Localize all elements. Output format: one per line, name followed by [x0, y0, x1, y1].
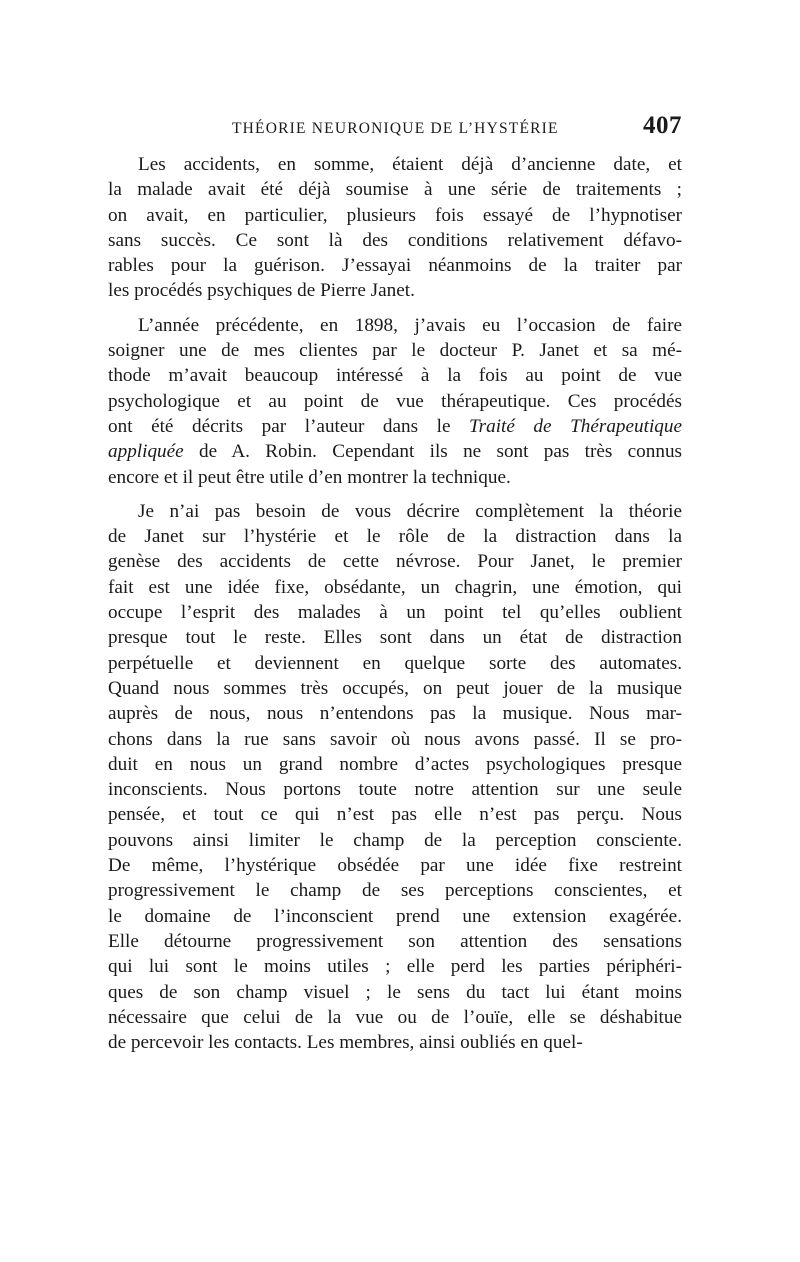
paragraph: [108, 313, 682, 490]
text-line: nécessaire que celui de la vue ou de l’ouïe, elle se déshabitue: [108, 1006, 682, 1028]
text-line: L’année précédente, en 1898, j’avais eu l’occasion de faire: [138, 314, 682, 336]
text-line: perpétuelle et deviennent en quelque sorte des automates.: [108, 652, 682, 674]
text-line: auprès de nous, nous n’entendons pas la musique. Nous mar-: [108, 703, 682, 725]
page-number: 407: [643, 112, 682, 139]
text-line: pouvons ainsi limiter le champ de la perception consciente.: [108, 829, 682, 851]
text-line: Elle détourne progressivement son attention des sensations: [108, 930, 682, 952]
text-line: de percevoir les contacts. Les membres, ainsi oubliés en quel-: [108, 1032, 583, 1054]
text-line: appliquée de A. Robin. Cependant ils ne sont pas très connus: [108, 441, 682, 463]
text-line: Quand nous sommes très occupés, on peut jouer de la musique: [108, 677, 682, 699]
text-line: soigner une de mes clientes par le docteur P. Janet et sa mé-: [108, 340, 682, 362]
text-line: Les accidents, en somme, étaient déjà d’ancienne date, et: [138, 154, 682, 175]
text-line: la malade avait été déjà soumise à une série de traitements ;: [108, 179, 682, 201]
text-line: qui lui sont le moins utiles ; elle perd les parties périphéri-: [108, 956, 682, 978]
running-title: THÉORIE NEURONIQUE DE L’HYSTÉRIE: [232, 120, 559, 137]
paragraph: [108, 499, 682, 1056]
text-line: psychologique et au point de vue thérapeutique. Ces procédés: [108, 390, 682, 412]
text-line: progressivement le champ de ses perceptions conscientes, et: [108, 880, 682, 902]
text-line: sans succès. Ce sont là des conditions relativement défavo-: [108, 229, 682, 251]
text-line: occupe l’esprit des malades à un point tel qu’elles oublient: [108, 602, 682, 624]
text-line: les procédés psychiques de Pierre Janet.: [108, 280, 415, 302]
text-line: encore et il peut être utile d’en montrer la technique.: [108, 466, 511, 488]
text-line: De même, l’hystérique obsédée par une idée fixe restreint: [108, 855, 682, 877]
text-line: presque tout le reste. Elles sont dans un état de distraction: [108, 627, 682, 649]
text-line: ont été décrits par l’auteur dans le Traité de Thérapeutique: [108, 415, 682, 437]
running-head: [108, 112, 682, 146]
text-line: Je n’ai pas besoin de vous décrire complètement la théorie: [138, 500, 682, 522]
text-line: thode m’avait beaucoup intéressé à la fois au point de vue: [108, 365, 682, 387]
body-text: [108, 152, 682, 1055]
text-line: on avait, en particulier, plusieurs fois essayé de l’hypnotiser: [108, 204, 682, 226]
paragraph: [108, 152, 682, 304]
text-line: chons dans la rue sans savoir où nous avons passé. Il se pro-: [108, 728, 682, 750]
text-line: le domaine de l’inconscient prend une extension exagérée.: [108, 905, 682, 927]
text-line: fait est une idée fixe, obsédante, un chagrin, une émotion, qui: [108, 576, 682, 598]
text-line: de Janet sur l’hystérie et le rôle de la distraction dans la: [108, 526, 682, 548]
text-line: duit en nous un grand nombre d’actes psychologiques presque: [108, 753, 682, 775]
text-line: inconscients. Nous portons toute notre attention sur une seule: [108, 779, 682, 801]
text-line: rables pour la guérison. J’essayai néanmoins de la traiter par: [108, 255, 682, 277]
text-line: genèse des accidents de cette névrose. Pour Janet, le premier: [108, 551, 682, 573]
text-line: pensée, et tout ce qui n’est pas elle n’est pas perçu. Nous: [108, 804, 682, 826]
text-line: ques de son champ visuel ; le sens du tact lui étant moins: [108, 981, 682, 1003]
